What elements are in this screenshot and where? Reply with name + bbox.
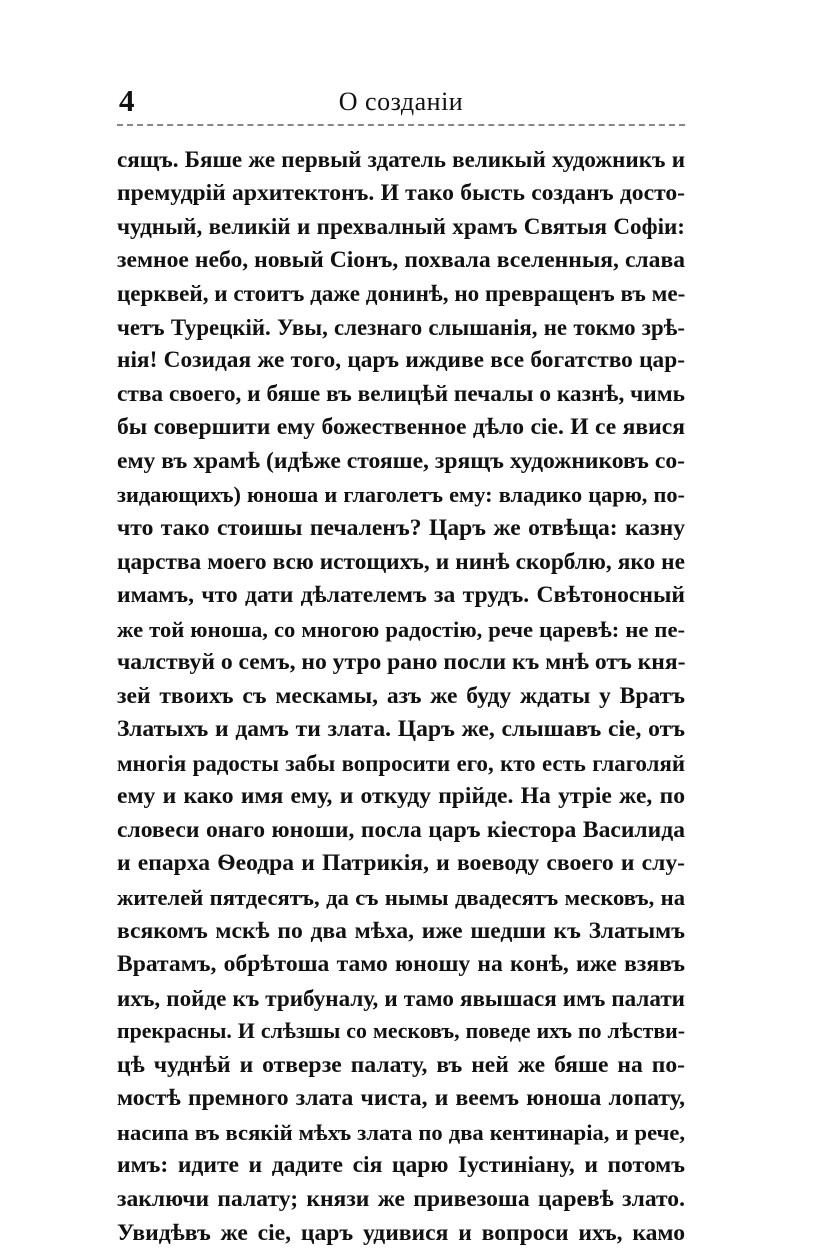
text-line: царства моего всю истощихъ, и нинѣ скорблю, яко не [117, 546, 685, 580]
text-line: церквей, и стоитъ даже донинѣ, но превращенъ въ ме- [117, 277, 685, 311]
text-line: многія радосты забы вопросити его, кто есть глаголяй [117, 747, 685, 781]
text-line: словеси онаго юноши, посла царъ кіестора Василида [117, 814, 685, 848]
text-line: и епарха Ѳеодра и Патрикія, и воеводу своего и слу- [117, 847, 685, 881]
text-line: же той юноша, со многою радостію, рече царевѣ: не пе- [117, 613, 685, 647]
text-line: ства своего, и бяше въ велицѣй печалы о казнѣ, чимь [117, 378, 685, 412]
page-number: 4 [119, 83, 135, 119]
text-line: жителей пятдесятъ, да съ нымы двадесятъ месковъ, на [117, 881, 685, 915]
text-line: четъ Турецкій. Увы, слезнаго слышанія, не токмо зрѣ- [117, 311, 685, 345]
page-header [117, 83, 685, 123]
text-line: нія! Созидая же того, царъ иждиве все богатство цар- [117, 344, 685, 378]
text-line: чудный, великій и прехвалный храмъ Святыя Софіи: [117, 210, 685, 244]
text-line: ихъ, пойде къ трибуналу, и тамо явышася имъ палати [117, 982, 685, 1016]
text-line: что тако стоишы печаленъ? Царъ же отвѣща: казну [117, 512, 685, 546]
text-line: цѣ чуднѣй и отверзе палату, въ ней же бяше на по- [117, 1049, 685, 1083]
text-line: всякомъ мскѣ по два мѣха, иже шедши къ Златымъ [117, 915, 685, 949]
text-line: земное небо, новый Сіонъ, похвала вселенныя, слава [117, 244, 685, 278]
text-line: мостѣ премного злата чиста, и веемъ юноша лопату, [117, 1082, 685, 1116]
text-line: сящъ. Бяше же первый здатель великый художникъ и [117, 143, 685, 177]
header-rule [117, 124, 685, 126]
text-line: заключи палату; князи же привезоша царевѣ злато. [117, 1183, 685, 1217]
text-line: ему и како имя ему, и откуду прійде. На утріе же, по [117, 780, 685, 814]
text-line: чалствуй о семъ, но утро рано посли къ мнѣ отъ кня- [117, 646, 685, 680]
text-line: бы совершити ему божественное дѣло сіе. И се явися [117, 411, 685, 445]
text-line: имъ: идите и дадите сія царю Іустиніану, и потомъ [117, 1149, 685, 1183]
text-line: зидающихъ) юноша и глаголетъ ему: владико царю, по- [117, 478, 685, 512]
text-line: Вратамъ, обрѣтоша тамо юношу на конѣ, иже взявъ [117, 948, 685, 982]
text-line: премудрій архитектонъ. И тако бысть созданъ досто- [117, 177, 685, 211]
text-line: имамъ, что дати дѣлателемъ за трудъ. Свѣтоносный [117, 579, 685, 613]
text-line: Златыхъ и дамъ ти злата. Царъ же, слышавъ сіе, отъ [117, 713, 685, 747]
text-line: прекрасны. И слѣзшы со месковъ, поведе ихъ по лѣстви- [117, 1015, 685, 1049]
text-line: зей твоихъ съ мескамы, азъ же буду ждаты у Вратъ [117, 680, 685, 714]
body-text [117, 143, 685, 1250]
text-line: ему въ храмѣ (идѣже стояше, зрящъ художниковъ со- [117, 445, 685, 479]
running-title: О созданіи [117, 85, 685, 119]
text-line: насипа въ всякій мѣхъ злата по два кентинаріа, и рече, [117, 1116, 685, 1150]
text-line: Увидѣвъ же сіе, царъ удивися и вопроси ихъ, камо [117, 1217, 685, 1250]
